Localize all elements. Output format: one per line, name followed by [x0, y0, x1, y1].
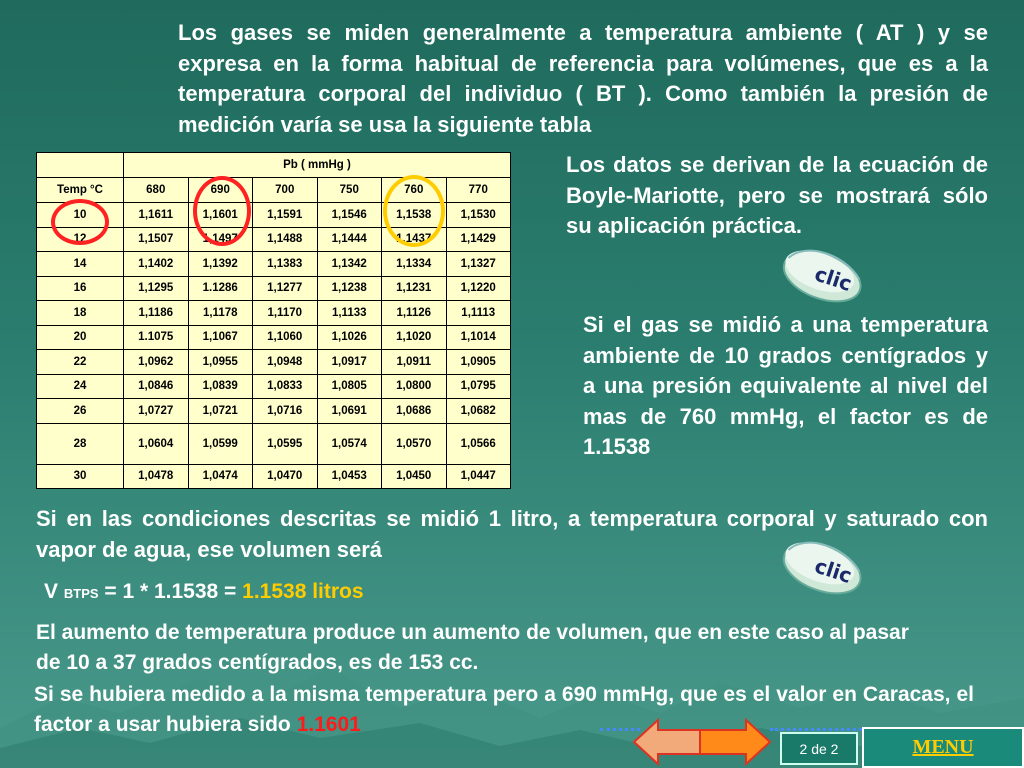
table-factor-cell: 1,1507	[124, 227, 189, 252]
table-factor-cell: 1,1067	[188, 325, 253, 350]
table-factor-cell: 1,1178	[188, 301, 253, 326]
table-factor-cell: 1,0800	[382, 374, 447, 399]
table-factor-cell: 1,0682	[446, 399, 511, 424]
table-factor-cell: 1,1601	[188, 203, 253, 228]
table-temp-cell: 14	[37, 252, 124, 277]
table-row	[37, 252, 511, 277]
right-arrow-icon[interactable]	[698, 718, 772, 766]
caracas-note-text: Si se hubiera medido a la misma temperatura pero a 690 mmHg, que es el valor en Caracas, el factor a usar hubiera sido	[34, 683, 974, 736]
table-factor-cell: 1,0805	[317, 374, 382, 399]
table-pressure-cell: 750	[317, 178, 382, 203]
table-factor-cell: 1,0478	[124, 464, 189, 489]
table-factor-cell: 1,0839	[188, 374, 253, 399]
table-pressure-cell: 700	[253, 178, 318, 203]
table-factor-cell: 1,1488	[253, 227, 318, 252]
table-row	[37, 325, 511, 350]
table-corner-cell	[37, 153, 124, 178]
table-factor-cell: 1,0686	[382, 399, 447, 424]
table-factor-cell: 1,1342	[317, 252, 382, 277]
table-factor-cell: 1,1591	[253, 203, 318, 228]
table-factor-cell: 1,1026	[317, 325, 382, 350]
table-pressure-cell: 690	[188, 178, 253, 203]
table-factor-cell: 1,0905	[446, 350, 511, 375]
formula-subscript: BTPS	[63, 586, 99, 601]
table-factor-cell: 1,0574	[317, 423, 382, 464]
factor-note: Si el gas se midió a una temperatura ambiente de 10 grados centígrados y a una presión equivalente al nivel del mas de 760 mmHg, el factor es de 1.1538	[583, 312, 988, 459]
table-temp-cell: 26	[37, 399, 124, 424]
table-factor-cell: 1,1020	[382, 325, 447, 350]
table-factor-cell: 1,1392	[188, 252, 253, 277]
table-factor-cell: 1,0570	[382, 423, 447, 464]
table-pressure-header: Pb ( mmHg )	[124, 153, 511, 178]
table-temp-cell: 22	[37, 350, 124, 375]
table-factor-cell: 1,1437	[382, 227, 447, 252]
table-factor-cell: 1,1113	[446, 301, 511, 326]
table-temp-cell: 24	[37, 374, 124, 399]
table-factor-cell: 1,0599	[188, 423, 253, 464]
clic-label: clic	[811, 261, 855, 296]
table-row	[37, 276, 511, 301]
caracas-factor-value: 1.1601	[296, 713, 361, 736]
table-factor-cell: 1,1429	[446, 227, 511, 252]
table-factor-cell: 1,0917	[317, 350, 382, 375]
table-factor-cell: 1,0721	[188, 399, 253, 424]
table-factor-cell: 1,0450	[382, 464, 447, 489]
volume-formula	[44, 580, 364, 604]
table-factor-cell: 1.1075	[124, 325, 189, 350]
table-factor-cell: 1,0604	[124, 423, 189, 464]
table-factor-cell: 1,0470	[253, 464, 318, 489]
table-factor-cell: 1,1277	[253, 276, 318, 301]
table-factor-cell: 1,1334	[382, 252, 447, 277]
increase-note: El aumento de temperatura produce un aumento de volumen, que en este caso al pasar de 10 a 37 grados centígrados, es de 153 cc.	[36, 621, 909, 674]
table-factor-cell: 1,0911	[382, 350, 447, 375]
table-pressure-cell: 680	[124, 178, 189, 203]
table-factor-cell: 1,1220	[446, 276, 511, 301]
table-factor-cell: 1,1444	[317, 227, 382, 252]
table-temp-cell: 28	[37, 423, 124, 464]
table-temp-cell: 12	[37, 227, 124, 252]
boyle-note: Los datos se derivan de la ecuación de Boyle-Mariotte, pero se mostrará sólo su aplicación práctica.	[566, 152, 988, 238]
formula-expression: = 1 * 1.1538 =	[98, 580, 243, 603]
table-factor-cell: 1,0955	[188, 350, 253, 375]
highlight-circle-pressure-690	[193, 176, 251, 246]
table-factor-cell: 1,1327	[446, 252, 511, 277]
table-factor-cell: 1,0846	[124, 374, 189, 399]
table-factor-cell: 1,0447	[446, 464, 511, 489]
table-factor-cell: 1,0595	[253, 423, 318, 464]
caracas-note	[34, 680, 974, 740]
table-factor-cell: 1,0691	[317, 399, 382, 424]
table-factor-cell: 1.1286	[188, 276, 253, 301]
table-factor-cell: 1,1170	[253, 301, 318, 326]
table-factor-cell: 1,0727	[124, 399, 189, 424]
intro-paragraph: Los gases se miden generalmente a temperatura ambiente ( AT ) y se expresa en la forma habitual de referencia para volúmenes, que es a la temperatura corporal del individuo ( BT ). Como también la presión de medición varía se usa la siguiente tabla	[178, 20, 988, 137]
table-temp-cell: 18	[37, 301, 124, 326]
table-factor-cell: 1,1126	[382, 301, 447, 326]
table-factor-cell: 1,0795	[446, 374, 511, 399]
table-row	[37, 374, 511, 399]
highlight-circle-pressure-760	[383, 175, 445, 247]
table-pressure-cell: 760	[382, 178, 447, 203]
table-factor-cell: 1,1014	[446, 325, 511, 350]
table-factor-cell: 1,0716	[253, 399, 318, 424]
table-factor-cell: 1,1186	[124, 301, 189, 326]
table-temp-cell: 30	[37, 464, 124, 489]
table-factor-cell: 1,1295	[124, 276, 189, 301]
highlight-circle-temp-10	[51, 199, 109, 245]
table-factor-cell: 1,1060	[253, 325, 318, 350]
table-factor-cell: 1,0566	[446, 423, 511, 464]
table-factor-cell: 1,1133	[317, 301, 382, 326]
table-factor-cell: 1,1611	[124, 203, 189, 228]
table-factor-cell: 1,1383	[253, 252, 318, 277]
table-factor-cell: 1,1231	[382, 276, 447, 301]
table-factor-cell: 1,0948	[253, 350, 318, 375]
formula-result: 1.1538 litros	[242, 580, 364, 603]
table-factor-cell: 1,1402	[124, 252, 189, 277]
formula-v: V	[44, 580, 59, 603]
table-factor-cell: 1,1546	[317, 203, 382, 228]
table-row	[37, 350, 511, 375]
table-row	[37, 399, 511, 424]
table-factor-cell: 1,0962	[124, 350, 189, 375]
clic-label-2: clic	[811, 553, 855, 588]
table-row	[37, 423, 511, 464]
table-factor-cell: 1,1497	[188, 227, 253, 252]
clic-mouse-icon-2[interactable]	[775, 532, 867, 600]
clic-mouse-icon[interactable]	[775, 240, 867, 308]
left-arrow-icon[interactable]	[632, 718, 706, 766]
table-factor-cell: 1,1538	[382, 203, 447, 228]
table-temp-cell: 10	[37, 203, 124, 228]
table-row	[37, 301, 511, 326]
table-temp-cell: 16	[37, 276, 124, 301]
table-factor-cell: 1,0453	[317, 464, 382, 489]
page-indicator: 2 de 2	[780, 732, 858, 765]
table-header-row-pressure	[37, 153, 511, 178]
table-row	[37, 464, 511, 489]
table-temp-cell: 20	[37, 325, 124, 350]
table-temp-header: Temp °C	[37, 178, 124, 203]
menu-button[interactable]	[862, 727, 1024, 768]
saturated-note: Si en las condiciones descritas se midió 1 litro, a temperatura corporal y saturado con vapor de agua, ese volumen será	[36, 506, 988, 562]
table-factor-cell: 1,0833	[253, 374, 318, 399]
table-factor-cell: 1,1530	[446, 203, 511, 228]
table-pressure-cell: 770	[446, 178, 511, 203]
table-factor-cell: 1,0474	[188, 464, 253, 489]
table-factor-cell: 1,1238	[317, 276, 382, 301]
menu-label: MENU	[912, 736, 974, 758]
